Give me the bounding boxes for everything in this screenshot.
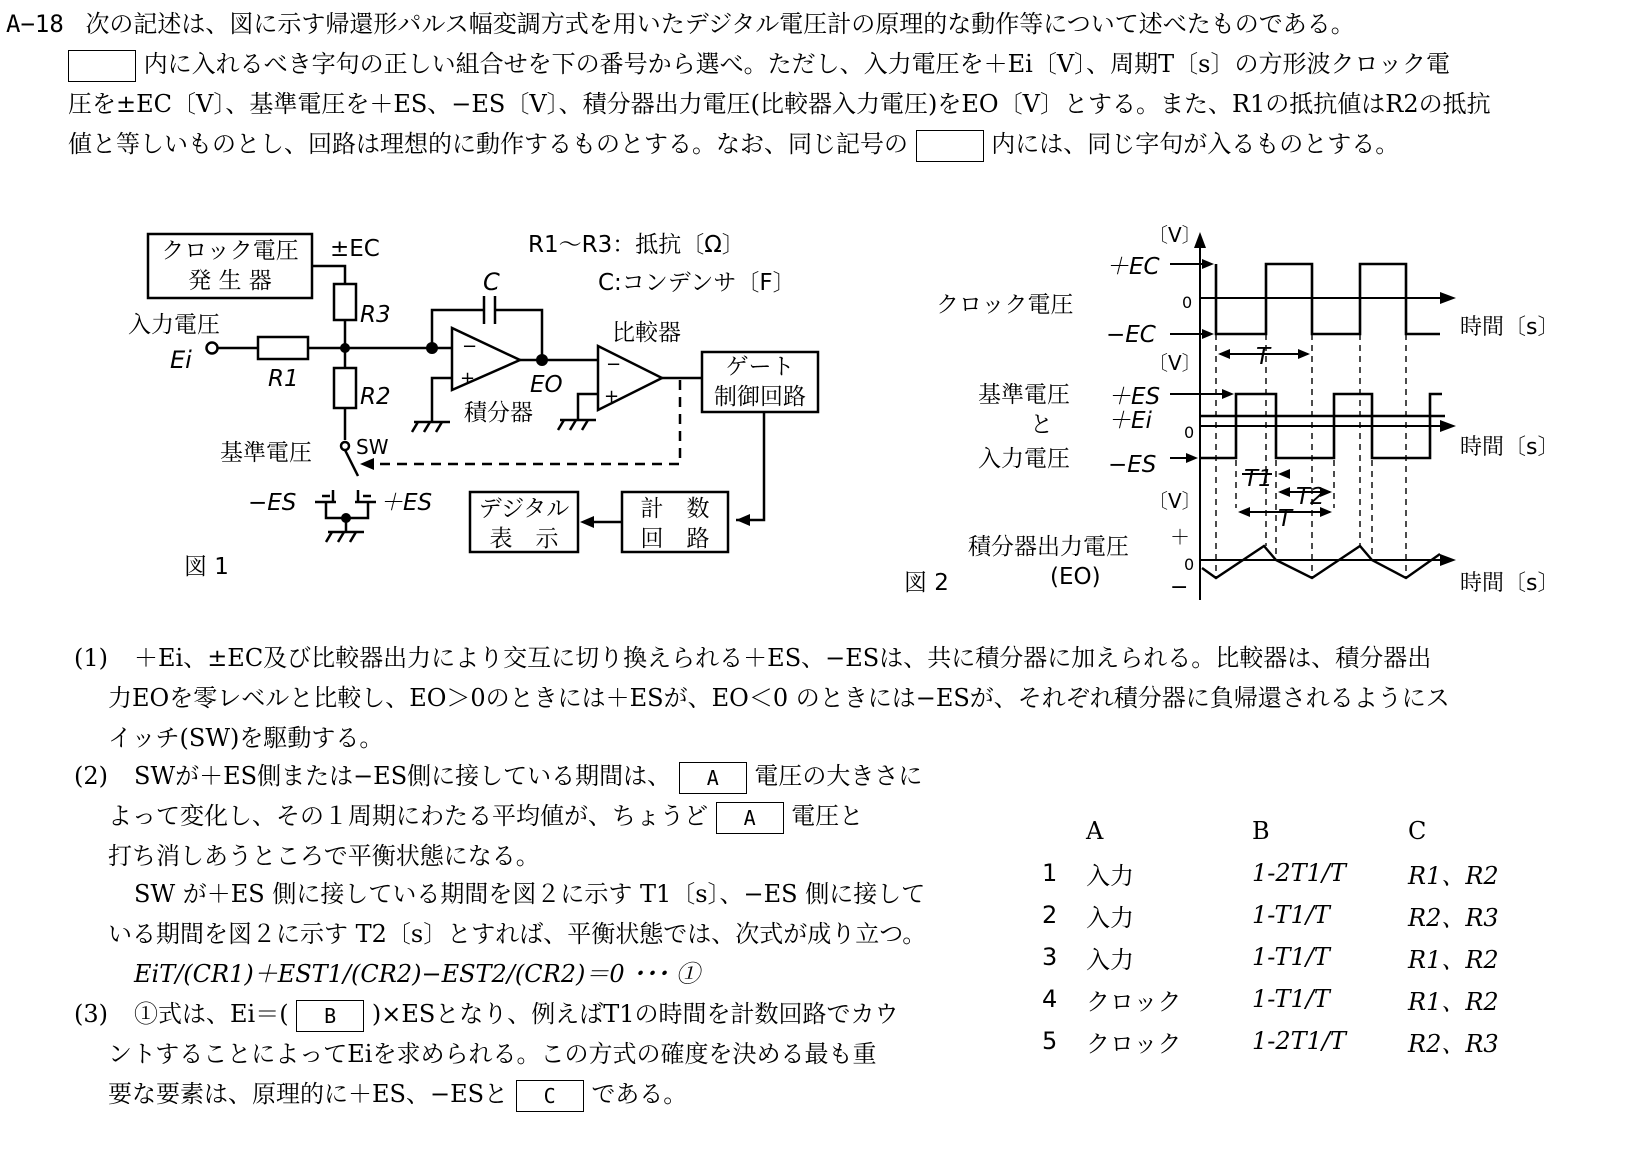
item-2-line-4: SW が＋ES 側に接している期間を図２に示す T1〔s〕、−ES 側に接して xyxy=(134,880,926,908)
item-3-line-3 xyxy=(108,1074,687,1114)
resistor-r3 xyxy=(334,284,356,320)
counter-label-1: 計 数 xyxy=(640,496,710,522)
item-2-line-3: 打ち消しあうところで平衡状態になる。 xyxy=(108,842,540,870)
figure-2-waveforms xyxy=(880,208,1630,608)
blank-c-box: C xyxy=(516,1080,584,1112)
integrator-plus: + xyxy=(460,368,476,389)
t-label-2: T xyxy=(1278,506,1293,532)
answer-c: R2、R3 xyxy=(1408,903,1499,932)
item-3-text-1b: )×ESとなり、例えばT1の時間を計数回路でカウ xyxy=(371,1000,899,1028)
ei-label: Ei xyxy=(170,346,192,374)
answer-b: 1-2T1/T xyxy=(1252,1027,1347,1055)
answer-c: R1、R2 xyxy=(1408,861,1499,890)
clock-voltage-label: クロック電圧 xyxy=(936,292,1074,318)
item-3-text-1a: ①式は、Ei＝( xyxy=(134,1000,289,1028)
figure-1-circuit xyxy=(0,200,880,620)
plus-ec-label: ＋EC xyxy=(1106,254,1160,280)
answer-row[interactable] xyxy=(1042,978,1528,1020)
item-2-text-2a: よって変化し、その１周期にわたる平均値が、ちょうど xyxy=(108,802,708,830)
integrator-minus: − xyxy=(462,336,478,357)
time-label-1: 時間〔s〕 xyxy=(1460,315,1560,340)
v-unit-3: 〔V〕 xyxy=(1148,489,1202,513)
switch-pivot xyxy=(341,442,349,450)
header-blank xyxy=(1042,810,1086,852)
t2-label: T2 xyxy=(1296,484,1325,510)
answer-number: 5 xyxy=(1042,1027,1058,1055)
item-2-number: (2) xyxy=(74,762,108,790)
comparator-minus: − xyxy=(606,354,622,375)
equation-1: EiT/(CR1)＋EST1/(CR2)−EST2/(CR2)＝0 ･･･ ① xyxy=(134,960,700,988)
answer-a: クロック xyxy=(1086,1029,1182,1058)
answer-row[interactable] xyxy=(1042,936,1528,978)
ref-label-3: 入力電圧 xyxy=(978,446,1070,472)
resistor-r1 xyxy=(258,337,308,359)
blank-box-2 xyxy=(916,130,984,162)
item-2-text-1a: SWが＋ES側または−ES側に接している期間は、 xyxy=(134,762,672,790)
question-text-1: 次の記述は、図に示す帰還形パルス幅変調方式を用いたデジタル電圧計の原理的な動作等について述べたものである。 xyxy=(85,10,1355,38)
header-c: C xyxy=(1408,817,1427,845)
zero-3: 0 xyxy=(1184,555,1195,574)
period-t-label: T xyxy=(1256,344,1271,370)
zero-1: 0 xyxy=(1182,293,1193,312)
figure-2-caption: 図 2 xyxy=(904,570,949,596)
item-3-number: (3) xyxy=(74,1000,108,1028)
comparator-label: 比較器 xyxy=(612,320,681,346)
question-number: A−18 xyxy=(6,10,64,38)
blank-a-box-2: A xyxy=(716,802,784,834)
answer-number: 1 xyxy=(1042,859,1058,887)
answer-number: 4 xyxy=(1042,985,1058,1013)
pm-ec-label: ±EC xyxy=(330,236,380,262)
answer-c: R1、R2 xyxy=(1408,945,1499,974)
answer-number: 3 xyxy=(1042,943,1058,971)
blank-b-box: B xyxy=(296,1000,364,1032)
item-3-text-3a: 要な要素は、原理的に＋ES、−ESと xyxy=(108,1080,509,1108)
integrator-label: 積分器 xyxy=(464,400,533,426)
r1-label: R1 xyxy=(268,366,299,392)
legend-resistors: R1〜R3：抵抗〔Ω〕 xyxy=(528,232,745,258)
answer-b: 1-T1/T xyxy=(1252,943,1330,971)
clock-gen-label-2: 発 生 器 xyxy=(188,268,272,294)
integrator-output-label-1: 積分器出力電圧 xyxy=(968,534,1129,560)
input-voltage-label: 入力電圧 xyxy=(128,312,220,338)
display-label-2: 表 示 xyxy=(489,526,559,552)
plus-sign-label: ＋ xyxy=(1170,525,1190,549)
gate-label-2: 制御回路 xyxy=(714,384,806,410)
answer-b: 1-2T1/T xyxy=(1252,859,1347,887)
minus-es-label: −ES xyxy=(248,490,297,516)
minus-es-label-fig2: −ES xyxy=(1108,452,1157,478)
answer-b: 1-T1/T xyxy=(1252,901,1330,929)
time-label-3: 時間〔s〕 xyxy=(1460,571,1560,596)
blank-box xyxy=(68,50,136,82)
answer-a: クロック xyxy=(1086,987,1182,1016)
answer-a: 入力 xyxy=(1086,861,1134,890)
answer-c: R2、R3 xyxy=(1408,1029,1499,1058)
minus-ec-label: −EC xyxy=(1106,322,1156,348)
plus-ei-label: ＋Ei xyxy=(1108,408,1152,434)
question-line-2 xyxy=(68,44,1450,84)
question-text-4b: 内には、同じ字句が入るものとする。 xyxy=(991,130,1400,158)
answer-b: 1-T1/T xyxy=(1252,985,1330,1013)
integrator-output-label-2: (EO) xyxy=(1050,564,1101,590)
comparator-plus: + xyxy=(604,386,620,407)
question-line-4 xyxy=(68,124,1399,164)
zero-2: 0 xyxy=(1184,423,1195,442)
reference-voltage-label: 基準電圧 xyxy=(220,440,312,466)
answer-a: 入力 xyxy=(1086,945,1134,974)
answer-c: R1、R2 xyxy=(1408,987,1499,1016)
ref-label-2: と xyxy=(1030,412,1053,438)
plus-es-label-fig2: ＋ES xyxy=(1108,384,1161,410)
answer-row[interactable] xyxy=(1042,894,1528,936)
v-unit-1: 〔V〕 xyxy=(1148,223,1202,247)
answer-number: 2 xyxy=(1042,901,1058,929)
item-1-line-2: 力EOを零レベルと比較し、EO＞0のときには＋ESが、EO＜0 のときには−ESが、それぞれ積分器に負帰還されるようにス xyxy=(108,684,1450,712)
item-2-text-1b: 電圧の大きさに xyxy=(754,762,923,790)
clock-gen-label-1: クロック電圧 xyxy=(161,238,299,264)
header-a: A xyxy=(1086,817,1104,845)
ref-label-1: 基準電圧 xyxy=(978,382,1070,408)
gate-label-1: ゲート xyxy=(725,354,795,380)
item-3-line-1 xyxy=(134,994,899,1034)
time-label-2: 時間〔s〕 xyxy=(1460,435,1560,460)
figure-1-caption: 図 1 xyxy=(184,554,229,580)
display-label-1: デジタル xyxy=(478,496,570,522)
item-2-line-2 xyxy=(108,796,863,836)
switch-label: SW xyxy=(356,435,389,459)
answer-a: 入力 xyxy=(1086,903,1134,932)
answer-table xyxy=(1042,810,1528,1062)
question-text-2: 内に入れるべき字句の正しい組合せを下の番号から選べ。ただし、入力電圧を＋Ei〔V〕、周期T〔s〕の方形波クロック電 xyxy=(143,50,1451,78)
capacitor-label: C xyxy=(483,268,500,296)
r3-label: R3 xyxy=(360,302,391,328)
question-text-4a: 値と等しいものとし、回路は理想的に動作するものとする。なお、同じ記号の xyxy=(68,130,908,158)
item-1-line-3: イッチ(SW)を駆動する。 xyxy=(108,724,384,752)
question-line-3: 圧を±EC〔V〕、基準電圧を＋ES、−ES〔V〕、積分器出力電圧(比較器入力電圧)をEO〔V〕とする。また、R1の抵抗値はR2の抵抗 xyxy=(68,90,1491,118)
item-3-text-3b: である。 xyxy=(591,1080,688,1108)
item-1-line-1: ＋Ei、±EC及び比較器出力により交互に切り換えられる＋ES、−ESは、共に積分器に加えられる。比較器は、積分器出 xyxy=(134,644,1432,672)
blank-a-box: A xyxy=(679,762,747,794)
r2-label: R2 xyxy=(360,384,391,410)
v-unit-2: 〔V〕 xyxy=(1148,351,1202,375)
resistor-r2 xyxy=(334,368,356,408)
integrator-waveform xyxy=(1202,546,1440,578)
item-2-line-1 xyxy=(134,756,922,796)
t1-label: T1 xyxy=(1244,466,1273,492)
input-terminal xyxy=(207,343,218,354)
item-2-line-5: いる期間を図２に示す T2〔s〕とすれば、平衡状態では、次式が成り立つ。 xyxy=(108,920,927,948)
answer-row[interactable] xyxy=(1042,1020,1528,1062)
question-line-1 xyxy=(6,4,1355,44)
item-2-text-2b: 電圧と xyxy=(791,802,864,830)
plus-es-label: ＋ES xyxy=(380,490,433,516)
item-1-number: (1) xyxy=(74,644,108,672)
minus-sign-label: − xyxy=(1170,575,1189,600)
item-3-line-2: ントすることによってEiを求められる。この方式の確度を決める最も重 xyxy=(108,1040,877,1068)
header-b: B xyxy=(1252,817,1270,845)
answer-header-row xyxy=(1042,810,1528,852)
legend-capacitor: C:コンデンサ〔F〕 xyxy=(598,270,796,296)
answer-row[interactable] xyxy=(1042,852,1528,894)
counter-label-2: 回 路 xyxy=(640,526,710,552)
eo-label: EO xyxy=(530,372,563,398)
